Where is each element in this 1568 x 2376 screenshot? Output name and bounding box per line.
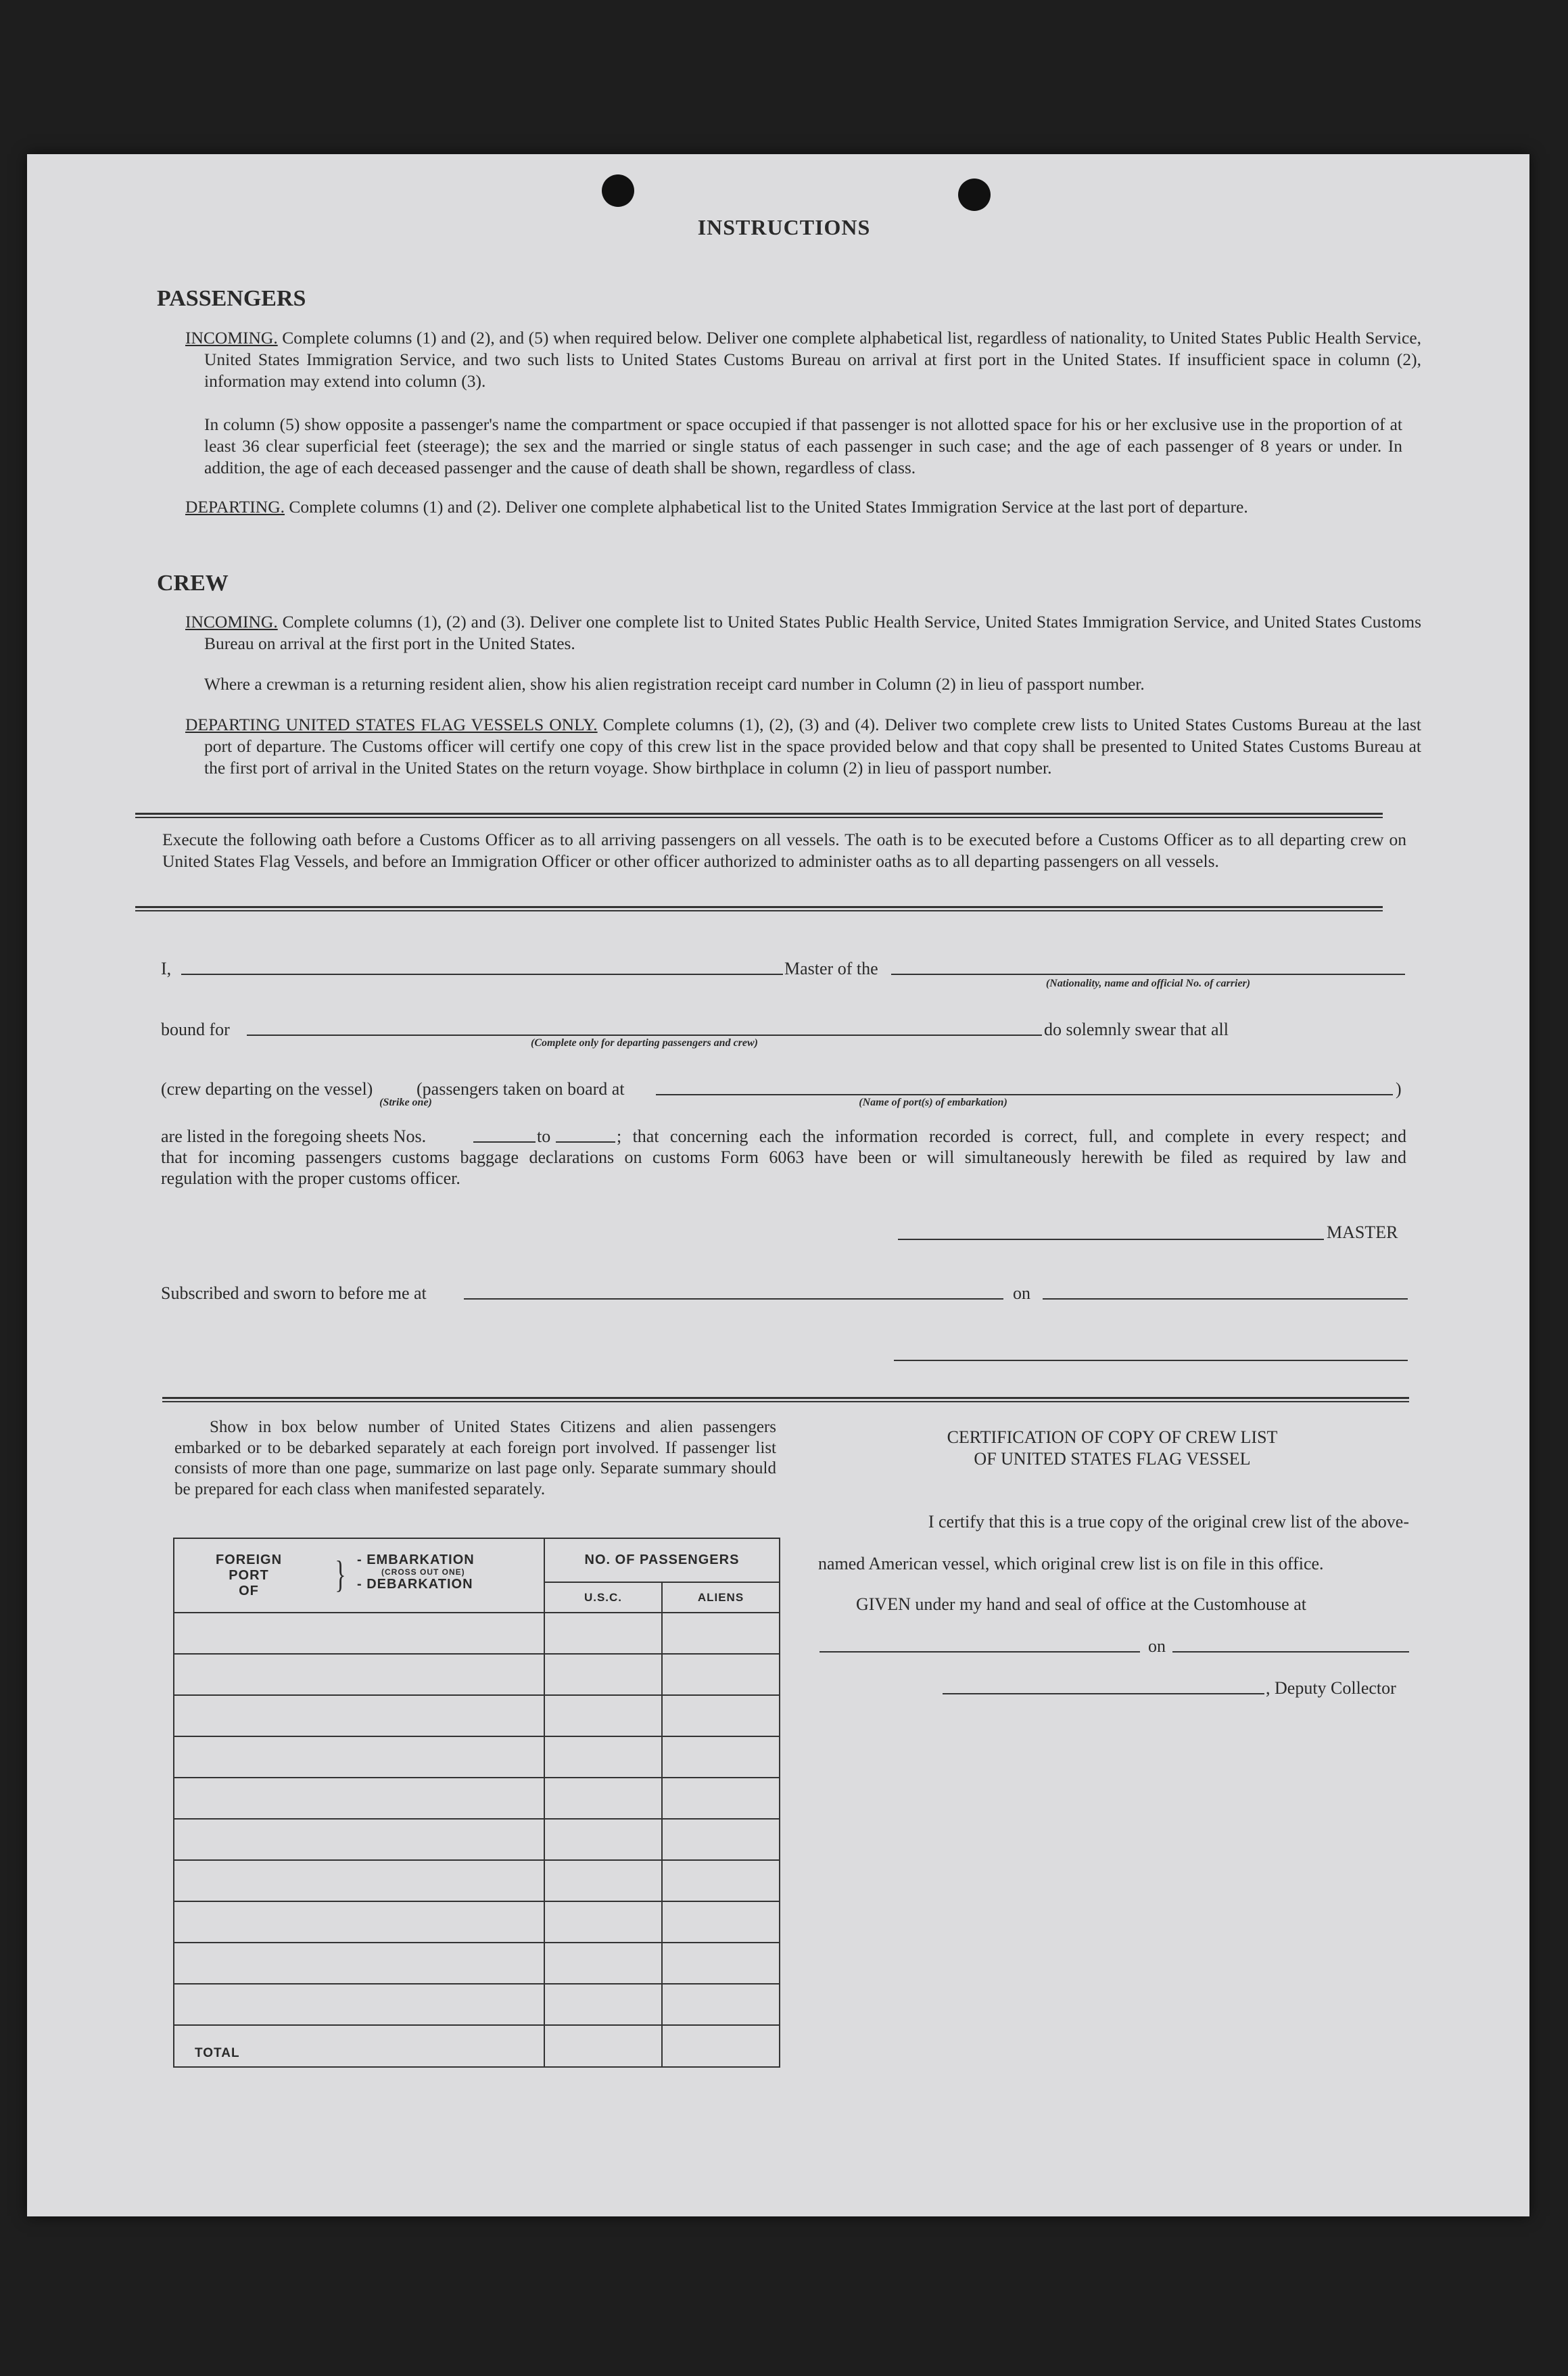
passengers-departing-text: Complete columns (1) and (2). Deliver one complete alphabetical list to the United States Immigration Service at the last port of departure.	[289, 497, 1248, 517]
divider	[162, 1397, 1409, 1402]
usc-cell[interactable]	[544, 1984, 662, 2025]
crew-departing-text: Complete columns (1), (2), (3) and (4). Deliver two complete crew lists to United States Customs Bureau at the last port of departure. The Customs officer will certify one copy of this crew list in the space provided below and that copy shall be presented to United States Customs Bureau at the first port of arrival in the United States on the return voyage. Show birthplace in column (2) in lieu of passport number.	[204, 715, 1421, 778]
carrier-line[interactable]	[891, 974, 1405, 975]
aliens-cell[interactable]	[662, 1860, 780, 1901]
certify-line-2: named American vessel, which original crew list is on file in this office.	[818, 1554, 1324, 1573]
debarkation-option[interactable]: - DEBARKATION	[357, 1577, 473, 1592]
port-header-cell	[174, 1538, 544, 1613]
passengers-incoming-paragraph	[185, 327, 1421, 392]
aliens-cell[interactable]	[662, 1778, 780, 1819]
usc-cell[interactable]	[544, 1613, 662, 1654]
summary-instruction: Show in box below number of United States Citizens and alien passengers embarked or to be debarked separately at each foreign port involved. If passenger list consists of more than one page, summarize on last page only. Separate summary should be prepared for each class when manifested separately.	[174, 1418, 776, 1498]
listed-label: are listed in the foregoing sheets Nos.	[161, 1126, 427, 1146]
brace-icon: }	[335, 1554, 346, 1596]
page-title: INSTRUCTIONS	[697, 215, 871, 239]
port-cell[interactable]	[174, 1778, 544, 1819]
punch-hole	[958, 179, 991, 211]
sheet-to-line[interactable]	[556, 1141, 615, 1143]
port-cell[interactable]	[174, 1654, 544, 1695]
listed-text-3: regulation with the proper customs officer.	[161, 1168, 460, 1188]
divider	[135, 813, 1383, 818]
aliens-cell[interactable]	[662, 1613, 780, 1654]
aliens-cell[interactable]	[662, 1695, 780, 1736]
usc-cell[interactable]	[544, 1860, 662, 1901]
port-cell[interactable]	[174, 1901, 544, 1943]
listed-to-label: to	[537, 1126, 551, 1146]
crew-departing-lead: DEPARTING UNITED STATES FLAG VESSELS ONLY.	[185, 715, 598, 734]
total-label-cell	[174, 2025, 544, 2067]
aliens-cell[interactable]	[662, 1654, 780, 1695]
master-of-label: Master of the	[784, 959, 878, 978]
certification-title-2: OF UNITED STATES FLAG VESSEL	[974, 1449, 1251, 1469]
customhouse-line[interactable]	[819, 1651, 1140, 1653]
cross-out-note: (CROSS OUT ONE)	[381, 1567, 465, 1577]
port-cell[interactable]	[174, 1613, 544, 1654]
aliens-cell[interactable]	[662, 1736, 780, 1778]
certify-date-line[interactable]	[1172, 1651, 1409, 1653]
port-cell[interactable]	[174, 1695, 544, 1736]
aliens-cell[interactable]	[662, 1819, 780, 1860]
usc-header: U.S.C.	[544, 1582, 662, 1613]
passengers-column5-paragraph: In column (5) show opposite a passenger's name the compartment or space occupied if that passenger is not allotted space for his or her exclusive use in the proportion of at least 36 clear superficial feet (steerage); the sex and the married or single status of each passenger in such case; and the age of each passenger of 8 years or under. In addition, the age of each deceased passenger and the cause of death shall be shown, regardless of class.	[204, 414, 1402, 477]
subscribed-label: Subscribed and sworn to before me at	[161, 1283, 427, 1303]
port-cell[interactable]	[174, 1819, 544, 1860]
port-cell[interactable]	[174, 1984, 544, 2025]
crew-heading: CREW	[157, 571, 229, 596]
port-cell[interactable]	[174, 1860, 544, 1901]
of-label: OF	[239, 1584, 259, 1598]
certification-title-1: CERTIFICATION OF COPY OF CREW LIST	[947, 1427, 1278, 1447]
usc-cell[interactable]	[544, 1943, 662, 1984]
deputy-signature-line[interactable]	[943, 1693, 1264, 1694]
total-label: TOTAL	[195, 2046, 240, 2060]
port-cell[interactable]	[174, 1943, 544, 1984]
passengers-taken-option: (passengers taken on board at	[417, 1079, 625, 1099]
certify-line-3: GIVEN under my hand and seal of office at the Customhouse at	[856, 1594, 1306, 1614]
passengers-heading: PASSENGERS	[157, 286, 306, 311]
usc-total-cell[interactable]	[544, 2025, 662, 2067]
punch-hole	[602, 174, 634, 207]
master-name-line[interactable]	[181, 974, 783, 975]
divider	[135, 906, 1383, 911]
passengers-incoming-text: Complete columns (1) and (2), and (5) when required below. Deliver one complete alphabetical list, regardless of nationality, to United States Public Health Service, United States Immigration Service, and two such lists to United States Customs Bureau on arrival at first port in the United States. If insufficient space in column (2), information may extend into column (3).	[204, 328, 1422, 391]
bound-for-label: bound for	[161, 1020, 230, 1039]
no-passengers-header: NO. OF PASSENGERS	[544, 1538, 780, 1582]
port-label: PORT	[229, 1568, 269, 1583]
crew-departing-paragraph	[185, 714, 1421, 779]
sheet-from-line[interactable]	[473, 1141, 536, 1143]
carrier-note: (Nationality, name and official No. of carrier)	[1045, 978, 1251, 989]
aliens-header: ALIENS	[662, 1582, 780, 1613]
close-paren: )	[1396, 1079, 1402, 1099]
officer-signature-line[interactable]	[894, 1360, 1408, 1361]
master-label: MASTER	[1327, 1222, 1398, 1242]
aliens-cell[interactable]	[662, 1901, 780, 1943]
passenger-summary-table	[173, 1538, 780, 2068]
swear-label: do solemnly swear that all	[1044, 1020, 1229, 1039]
embarkation-option[interactable]: - EMBARKATION	[357, 1552, 475, 1567]
passengers-departing-lead: DEPARTING.	[185, 497, 285, 517]
oath-i-label: I,	[161, 959, 172, 978]
passengers-incoming-lead: INCOMING.	[185, 328, 278, 348]
usc-cell[interactable]	[544, 1901, 662, 1943]
bound-for-note: (Complete only for departing passengers and crew)	[531, 1037, 758, 1049]
aliens-cell[interactable]	[662, 1984, 780, 2025]
crew-departing-option: (crew departing on the vessel)	[161, 1079, 373, 1099]
strike-one-note: (Strike one)	[379, 1097, 432, 1108]
aliens-total-cell[interactable]	[662, 2025, 780, 2067]
usc-cell[interactable]	[544, 1695, 662, 1736]
subscribed-on-label: on	[1013, 1283, 1030, 1303]
embarkation-port-line[interactable]	[656, 1094, 1393, 1095]
deputy-collector-label: , Deputy Collector	[1266, 1678, 1396, 1698]
crew-incoming-text: Complete columns (1), (2) and (3). Deliver one complete list to United States Public Health Service, United States Immigration Service, and United States Customs Bureau on arrival at the first port in the United States.	[204, 612, 1422, 653]
port-note: (Name of port(s) of embarkation)	[859, 1097, 1007, 1108]
oath-instruction: Execute the following oath before a Customs Officer as to all arriving passengers on all vessels. The oath is to be executed before a Customs Officer as to all departing crew on United States Flag Vessels, and before an Immigration Officer or other officer authorized to administer oaths as to all departing passengers on all vessels.	[162, 830, 1406, 871]
subscribed-place-line[interactable]	[464, 1298, 1003, 1300]
certification-title	[818, 1427, 1406, 1470]
certify-line-1: I certify that this is a true copy of the original crew list of the above-	[928, 1512, 1409, 1531]
foreign-label: FOREIGN	[215, 1552, 283, 1567]
master-signature-line[interactable]	[898, 1239, 1324, 1240]
bound-for-line[interactable]	[247, 1035, 1042, 1036]
crew-incoming-lead: INCOMING.	[185, 612, 278, 632]
subscribed-date-line[interactable]	[1043, 1298, 1408, 1300]
usc-cell[interactable]	[544, 1778, 662, 1819]
crew-resident-paragraph: Where a crewman is a returning resident alien, show his alien registration receipt card number in Column (2) in lieu of passport number.	[204, 674, 1145, 694]
crew-incoming-paragraph	[185, 611, 1421, 655]
certify-on-label: on	[1148, 1636, 1166, 1656]
aliens-cell[interactable]	[662, 1943, 780, 1984]
listed-text: ; that concerning each the information recorded is correct, full, and complete in every respect; and	[617, 1126, 1406, 1146]
usc-cell[interactable]	[544, 1819, 662, 1860]
usc-cell[interactable]	[544, 1736, 662, 1778]
passengers-departing-paragraph	[185, 496, 1421, 518]
usc-cell[interactable]	[544, 1654, 662, 1695]
port-cell[interactable]	[174, 1736, 544, 1778]
listed-text-2: that for incoming passengers customs baggage declarations on customs Form 6063 have been or will simultaneously herewith be filed as required by law and	[161, 1147, 1406, 1167]
